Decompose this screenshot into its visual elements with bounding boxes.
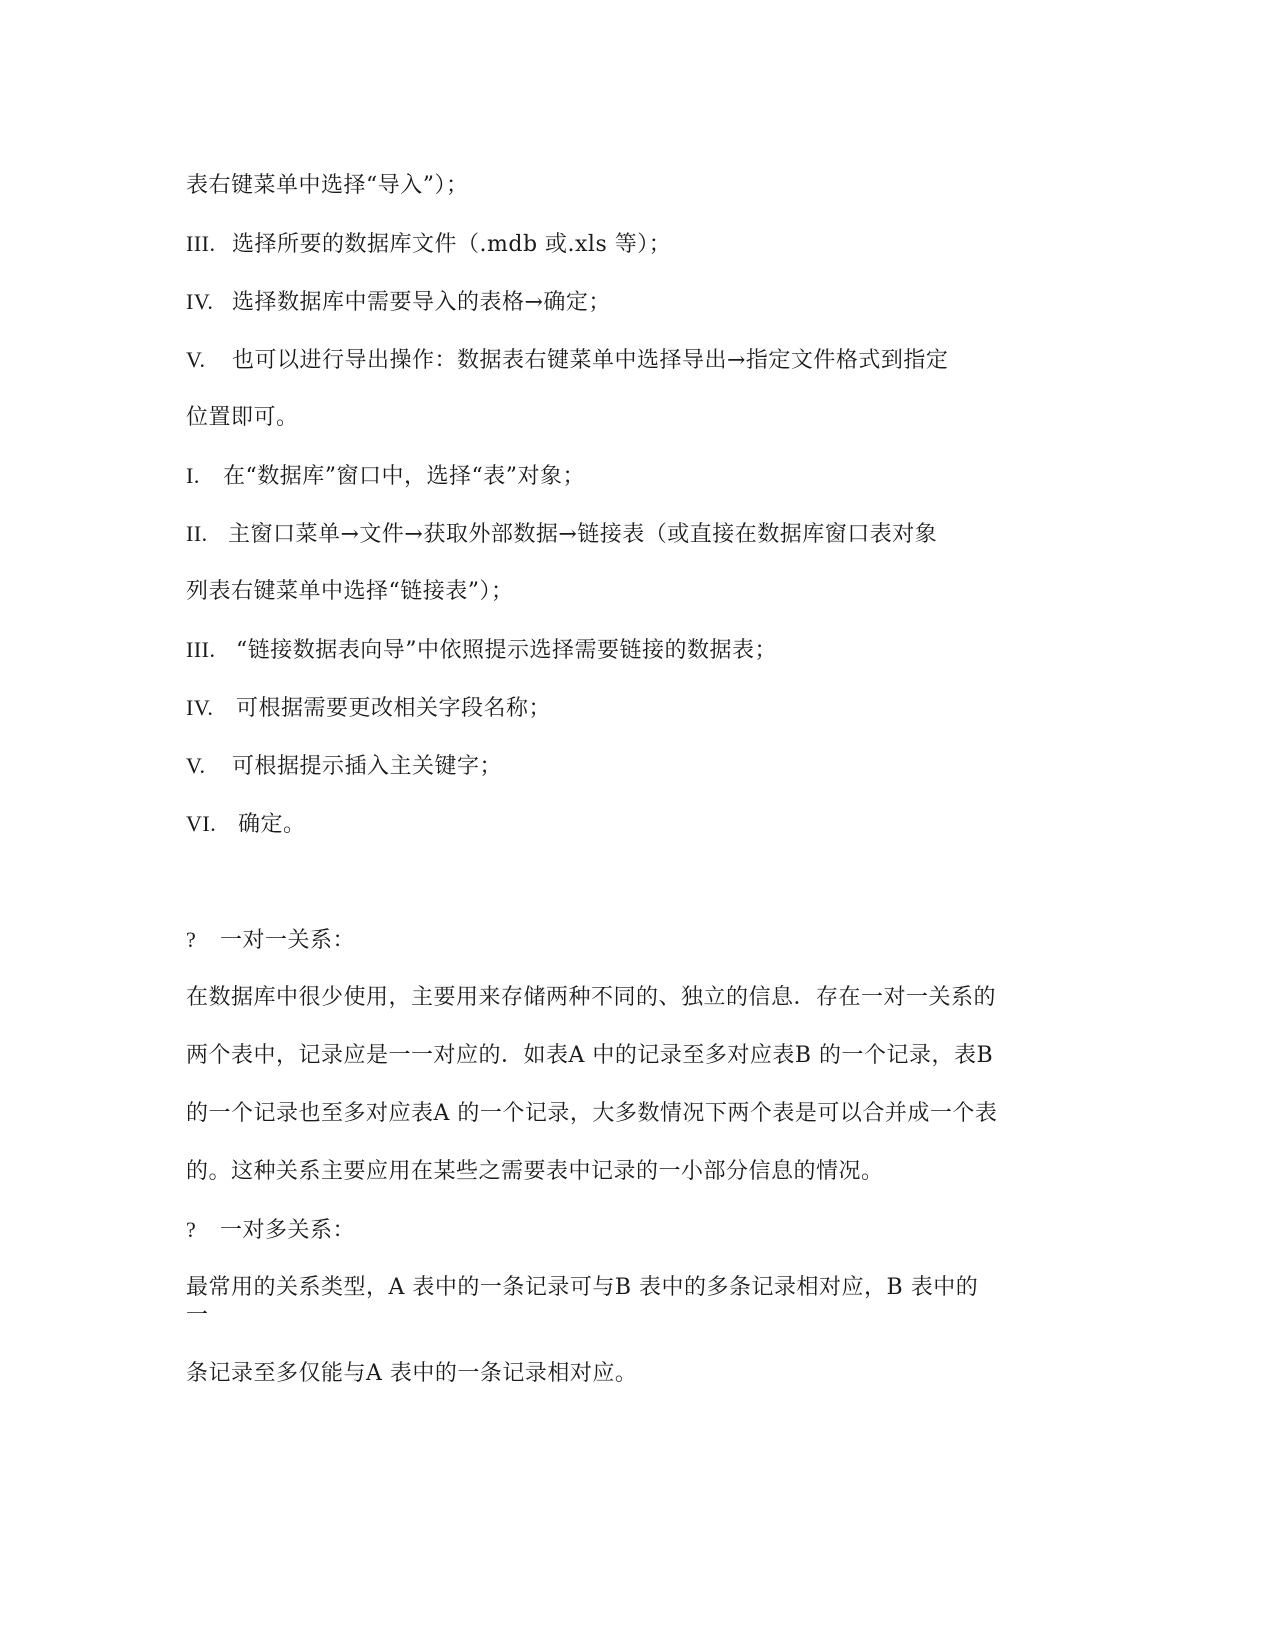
line-text: 的。这种关系主要应用在某些之需要表中记录的一小部分信息的情况。	[186, 1159, 884, 1184]
paragraph-line	[186, 1101, 1086, 1127]
line-text: 选择数据库中需要导入的表格→确定；	[232, 290, 611, 315]
line-text: 在“数据库”窗口中，选择“表”对象；	[223, 464, 585, 489]
paragraph-line	[186, 1275, 1086, 1301]
list-item	[186, 463, 1086, 490]
line-text: 最常用的关系类型，A 表中的一条记录可与B 表中的多条记录相对应，B 表中的	[186, 1275, 979, 1300]
list-number: IV.	[186, 289, 214, 314]
list-number: V.	[186, 753, 206, 778]
line-text: 在数据库中很少使用，主要用来存储两种不同的、独立的信息．存在一对一关系的	[186, 985, 997, 1010]
text-line	[186, 579, 1086, 605]
line-text: 位置即可。	[186, 405, 299, 430]
paragraph-line	[186, 1303, 1086, 1329]
line-text: 也可以进行导出操作：数据表右键菜单中选择导出→指定文件格式到指定	[232, 348, 949, 373]
list-number: III.	[186, 231, 216, 256]
line-text: 两个表中，记录应是一一对应的．如表A 中的记录至多对应表B 的一个记录，表B	[186, 1043, 994, 1068]
list-item	[186, 521, 1086, 548]
line-text: 的一个记录也至多对应表A 的一个记录，大多数情况下两个表是可以合并成一个表	[186, 1101, 998, 1126]
line-text: 表右键菜单中选择“导入”）；	[186, 173, 469, 198]
line-text: 主窗口菜单→文件→获取外部数据→链接表（或直接在数据库窗口表对象	[228, 522, 938, 547]
list-number: IV.	[186, 695, 214, 720]
line-text: 列表右键菜单中选择“链接表”）；	[186, 579, 514, 604]
list-item	[186, 753, 1086, 780]
line-text: 确定。	[238, 812, 306, 837]
paragraph-line	[186, 1159, 1086, 1185]
line-text: 一对一关系：	[220, 928, 356, 953]
text-line	[186, 173, 1086, 199]
list-item	[186, 811, 1086, 838]
list-number: II.	[186, 521, 208, 546]
line-text: 一	[186, 1303, 209, 1328]
paragraph-line	[186, 985, 1086, 1011]
line-text: 可根据提示插入主关键字；	[232, 754, 503, 779]
list-number: VI.	[186, 811, 217, 836]
bullet-marker: ?	[186, 927, 197, 952]
list-item	[186, 289, 1086, 316]
list-item	[186, 347, 1086, 374]
list-item	[186, 695, 1086, 722]
text-line	[186, 405, 1086, 431]
line-text: 条记录至多仅能与A 表中的一条记录相对应。	[186, 1361, 638, 1386]
bullet-heading	[186, 1217, 1086, 1244]
list-number: III.	[186, 637, 216, 662]
list-item	[186, 637, 1086, 664]
list-item	[186, 231, 1086, 258]
paragraph-line	[186, 1361, 1086, 1387]
bullet-heading	[186, 927, 1086, 954]
line-text: 一对多关系：	[220, 1218, 356, 1243]
paragraph-line	[186, 1043, 1086, 1069]
line-text: 可根据需要更改相关字段名称；	[236, 696, 552, 721]
line-text: “链接数据表向导”中依照提示选择需要链接的数据表；	[236, 638, 777, 663]
list-number: I.	[186, 463, 200, 488]
list-number: V.	[186, 347, 206, 372]
line-text: 选择所要的数据库文件（.mdb 或.xls 等）；	[232, 232, 672, 257]
bullet-marker: ?	[186, 1217, 197, 1242]
